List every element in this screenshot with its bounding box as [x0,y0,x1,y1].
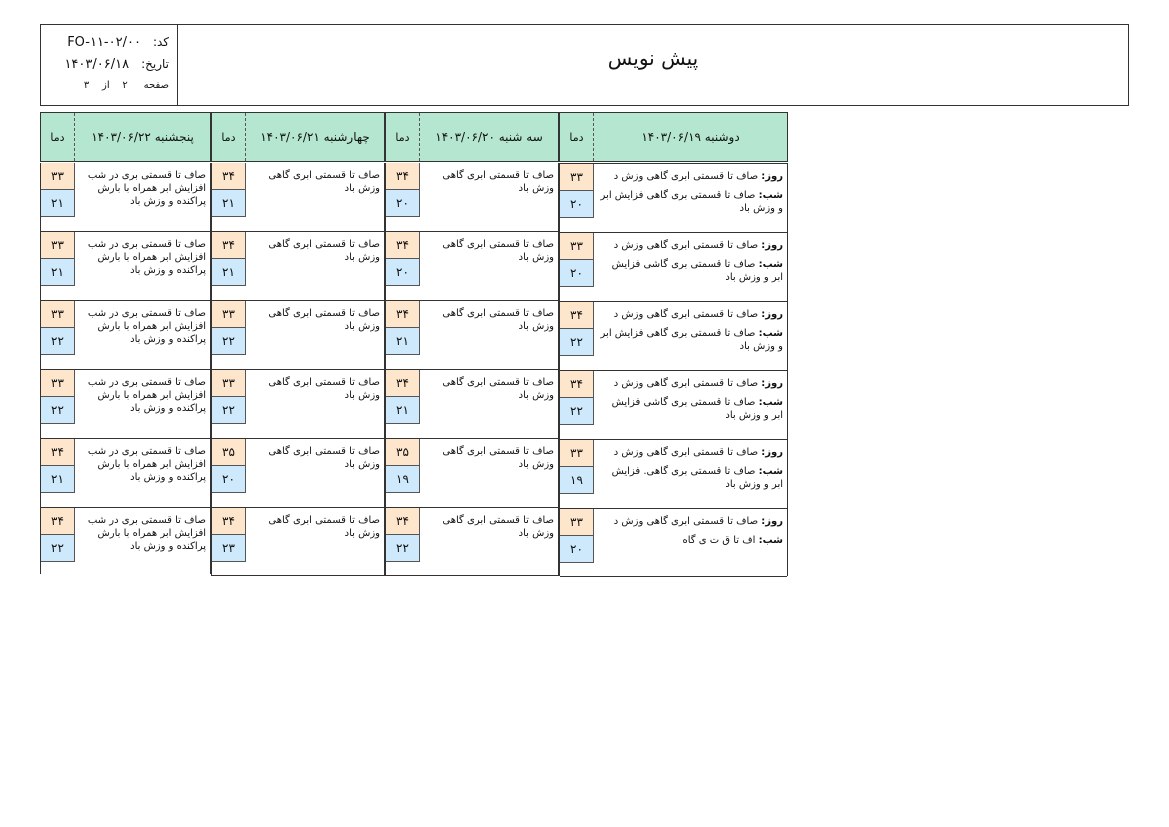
day-text: صاف تا قسمتی ابری گاهی وزش د [613,171,759,182]
forecast-text: صاف تا قسمتی ابری گاهی وزش باد [268,239,380,263]
forecast-text: صاف تا قسمتی بری در شب افزایش ابر همراه با بارش پراکنده و وزش باد [87,170,206,207]
high-temp: ۳۳ [560,164,594,191]
forecast-cell [386,439,558,508]
high-temp: ۳۳ [212,370,246,397]
night-text: صاف تا قسمتی بری گاهی. فزایش ابر و وزش باد [611,466,783,490]
day-header [559,112,788,162]
high-temp: ۳۴ [212,508,246,535]
day-name: سه شنبه ۱۴۰۳/۰۶/۲۰ [435,130,543,144]
forecast-text: صاف تا قسمتی ابری گاهی وزش باد [268,170,380,194]
low-temp: ۲۲ [41,397,75,424]
low-temp: ۲۳ [212,535,246,562]
day-forecast [598,308,783,321]
page-number: ۲ [122,80,128,91]
night-label: شب: [758,190,783,201]
high-temp: ۳۳ [41,301,75,328]
forecast-cell [41,232,210,301]
low-temp: ۲۰ [386,190,420,217]
high-temp: ۳۳ [41,163,75,190]
day-column [385,163,559,576]
forecast-cell [560,233,787,302]
day-forecast [598,515,783,528]
low-temp: ۲۱ [41,259,75,286]
forecast-text: صاف تا قسمتی بری در شب افزایش ابر همراه با بارش پراکنده و وزش باد [87,515,206,552]
day-label: روز: [761,171,783,182]
night-forecast [598,396,783,422]
day-text: صاف تا قسمتی ابری گاهی وزش د [613,309,759,320]
forecast-text: صاف تا قسمتی ابری گاهی وزش باد [268,446,380,470]
high-temp: ۳۳ [560,233,594,260]
date-value: ۱۴۰۳/۰۶/۱۸ [64,57,130,72]
temp-column-label: دما [386,113,420,161]
forecast-text: صاف تا قسمتی ابری گاهی وزش باد [268,515,380,539]
forecast-text [598,308,783,353]
high-temp: ۳۳ [560,509,594,536]
forecast-cell [560,509,787,577]
forecast-cell [41,370,210,439]
day-label: روز: [761,240,783,251]
forecast-cell [560,164,787,233]
low-temp: ۲۱ [212,259,246,286]
high-temp: ۳۴ [41,439,75,466]
night-label: شب: [758,466,783,477]
night-forecast [598,258,783,284]
forecast-cell [41,301,210,370]
page-total: ۳ [83,80,90,91]
night-label: شب: [758,535,783,546]
high-temp: ۳۳ [560,440,594,467]
forecast-cell [41,163,210,232]
high-temp: ۳۴ [386,370,420,397]
low-temp: ۲۱ [386,328,420,355]
high-temp: ۳۴ [386,301,420,328]
forecast-text [598,239,783,284]
high-temp: ۳۴ [212,232,246,259]
high-temp: ۳۴ [560,371,594,398]
forecast-cell [386,163,558,232]
day-label: روز: [761,447,783,458]
forecast-cell [212,232,384,301]
temp-column-label: دما [560,113,594,161]
forecast-cell [386,370,558,439]
forecast-text: صاف تا قسمتی ابری گاهی وزش باد [268,377,380,401]
high-temp: ۳۳ [41,232,75,259]
forecast-text [598,377,783,422]
night-label: شب: [758,328,783,339]
day-column [211,163,385,576]
forecast-text: صاف تا قسمتی ابری گاهی وزش باد [268,308,380,332]
low-temp: ۲۰ [560,191,594,218]
day-forecast [598,170,783,183]
night-text: اف تا ق ت ی گاه [682,535,756,546]
high-temp: ۳۴ [212,163,246,190]
day-header [385,112,559,162]
forecast-cell [560,302,787,371]
high-temp: ۳۴ [386,163,420,190]
day-name: پنجشنبه ۱۴۰۳/۰۶/۲۲ [91,130,194,144]
forecast-cell [386,508,558,576]
day-column [40,163,211,574]
page-title: پیش نویس [607,46,699,70]
forecast-text: صاف تا قسمتی ابری گاهی وزش باد [442,308,554,332]
night-forecast [598,327,783,353]
day-forecast [598,239,783,252]
night-forecast [598,465,783,491]
night-text: صاف تا قسمتی بری گاهی فزایش ابر و وزش باد [600,328,783,352]
forecast-cell [212,163,384,232]
code-value: FO-۱۱-۰۲/۰۰ [67,35,141,50]
forecast-text: صاف تا قسمتی ابری گاهی وزش باد [442,239,554,263]
low-temp: ۲۱ [212,190,246,217]
high-temp: ۳۵ [386,439,420,466]
low-temp: ۲۱ [41,190,75,217]
document-meta [41,25,178,105]
night-text: صاف تا قسمتی بری گاشی فزایش ابر و وزش باد [611,259,783,283]
high-temp: ۳۴ [41,508,75,535]
forecast-cell [41,508,210,574]
low-temp: ۲۲ [41,535,75,562]
forecast-text: صاف تا قسمتی ابری گاهی وزش باد [442,446,554,470]
forecast-cell [212,508,384,576]
low-temp: ۲۰ [560,536,594,563]
night-text: صاف تا قسمتی بری گاشی فزایش ابر و وزش باد [611,397,783,421]
night-label: شب: [758,259,783,270]
forecast-text [598,515,783,547]
night-text: صاف تا قسمتی بری گاهی فزایش ابر و وزش باد [600,190,783,214]
day-text: صاف تا قسمتی ابری گاهی وزش د [613,516,759,527]
forecast-cell [386,301,558,370]
low-temp: ۲۰ [386,259,420,286]
night-forecast [598,189,783,215]
day-text: صاف تا قسمتی ابری گاهی وزش د [613,378,759,389]
low-temp: ۲۲ [212,328,246,355]
day-name: چهارشنبه ۱۴۰۳/۰۶/۲۱ [260,130,370,144]
low-temp: ۲۲ [41,328,75,355]
forecast-text: صاف تا قسمتی ابری گاهی وزش باد [442,515,554,539]
forecast-cell [560,371,787,440]
night-forecast [598,534,783,547]
forecast-cell [212,301,384,370]
code-label: کد: [152,35,169,49]
high-temp: ۳۳ [212,301,246,328]
forecast-text: صاف تا قسمتی ابری گاهی وزش باد [442,377,554,401]
low-temp: ۲۲ [212,397,246,424]
temp-column-label: دما [41,113,75,161]
day-header [211,112,385,162]
forecast-text: صاف تا قسمتی بری در شب افزایش ابر همراه با بارش پراکنده و وزش باد [87,308,206,345]
high-temp: ۳۴ [386,232,420,259]
forecast-text [598,446,783,491]
day-label: روز: [761,378,783,389]
day-text: صاف تا قسمتی ابری گاهی وزش د [613,240,759,251]
night-label: شب: [758,397,783,408]
forecast-cell [212,439,384,508]
low-temp: ۱۹ [386,466,420,493]
day-header [40,112,211,162]
low-temp: ۲۲ [560,329,594,356]
low-temp: ۲۱ [41,466,75,493]
day-label: روز: [761,516,783,527]
high-temp: ۳۴ [560,302,594,329]
high-temp: ۳۵ [212,439,246,466]
forecast-text: صاف تا قسمتی ابری گاهی وزش باد [442,170,554,194]
low-temp: ۲۰ [212,466,246,493]
forecast-cell [560,440,787,509]
forecast-cell [212,370,384,439]
day-column [559,163,788,576]
low-temp: ۱۹ [560,467,594,494]
forecast-text: صاف تا قسمتی بری در شب افزایش ابر همراه با بارش پراکنده و وزش باد [87,239,206,276]
low-temp: ۲۲ [386,535,420,562]
date-label: تاریخ: [141,57,169,71]
low-temp: ۲۰ [560,260,594,287]
forecast-cell [386,232,558,301]
day-text: صاف تا قسمتی ابری گاهی وزش د [613,447,759,458]
document-header [40,24,1129,106]
page-label: صفحه [143,80,169,91]
day-forecast [598,377,783,390]
day-label: روز: [761,309,783,320]
high-temp: ۳۳ [41,370,75,397]
day-name: دوشنبه ۱۴۰۳/۰۶/۱۹ [641,130,740,144]
page-sep: از [102,80,110,91]
low-temp: ۲۱ [386,397,420,424]
forecast-text [598,170,783,215]
forecast-text: صاف تا قسمتی بری در شب افزایش ابر همراه با بارش پراکنده و وزش باد [87,377,206,414]
high-temp: ۳۴ [386,508,420,535]
day-forecast [598,446,783,459]
forecast-text: صاف تا قسمتی بری در شب افزایش ابر همراه با بارش پراکنده و وزش باد [87,446,206,483]
temp-column-label: دما [212,113,246,161]
low-temp: ۲۲ [560,398,594,425]
forecast-cell [41,439,210,508]
